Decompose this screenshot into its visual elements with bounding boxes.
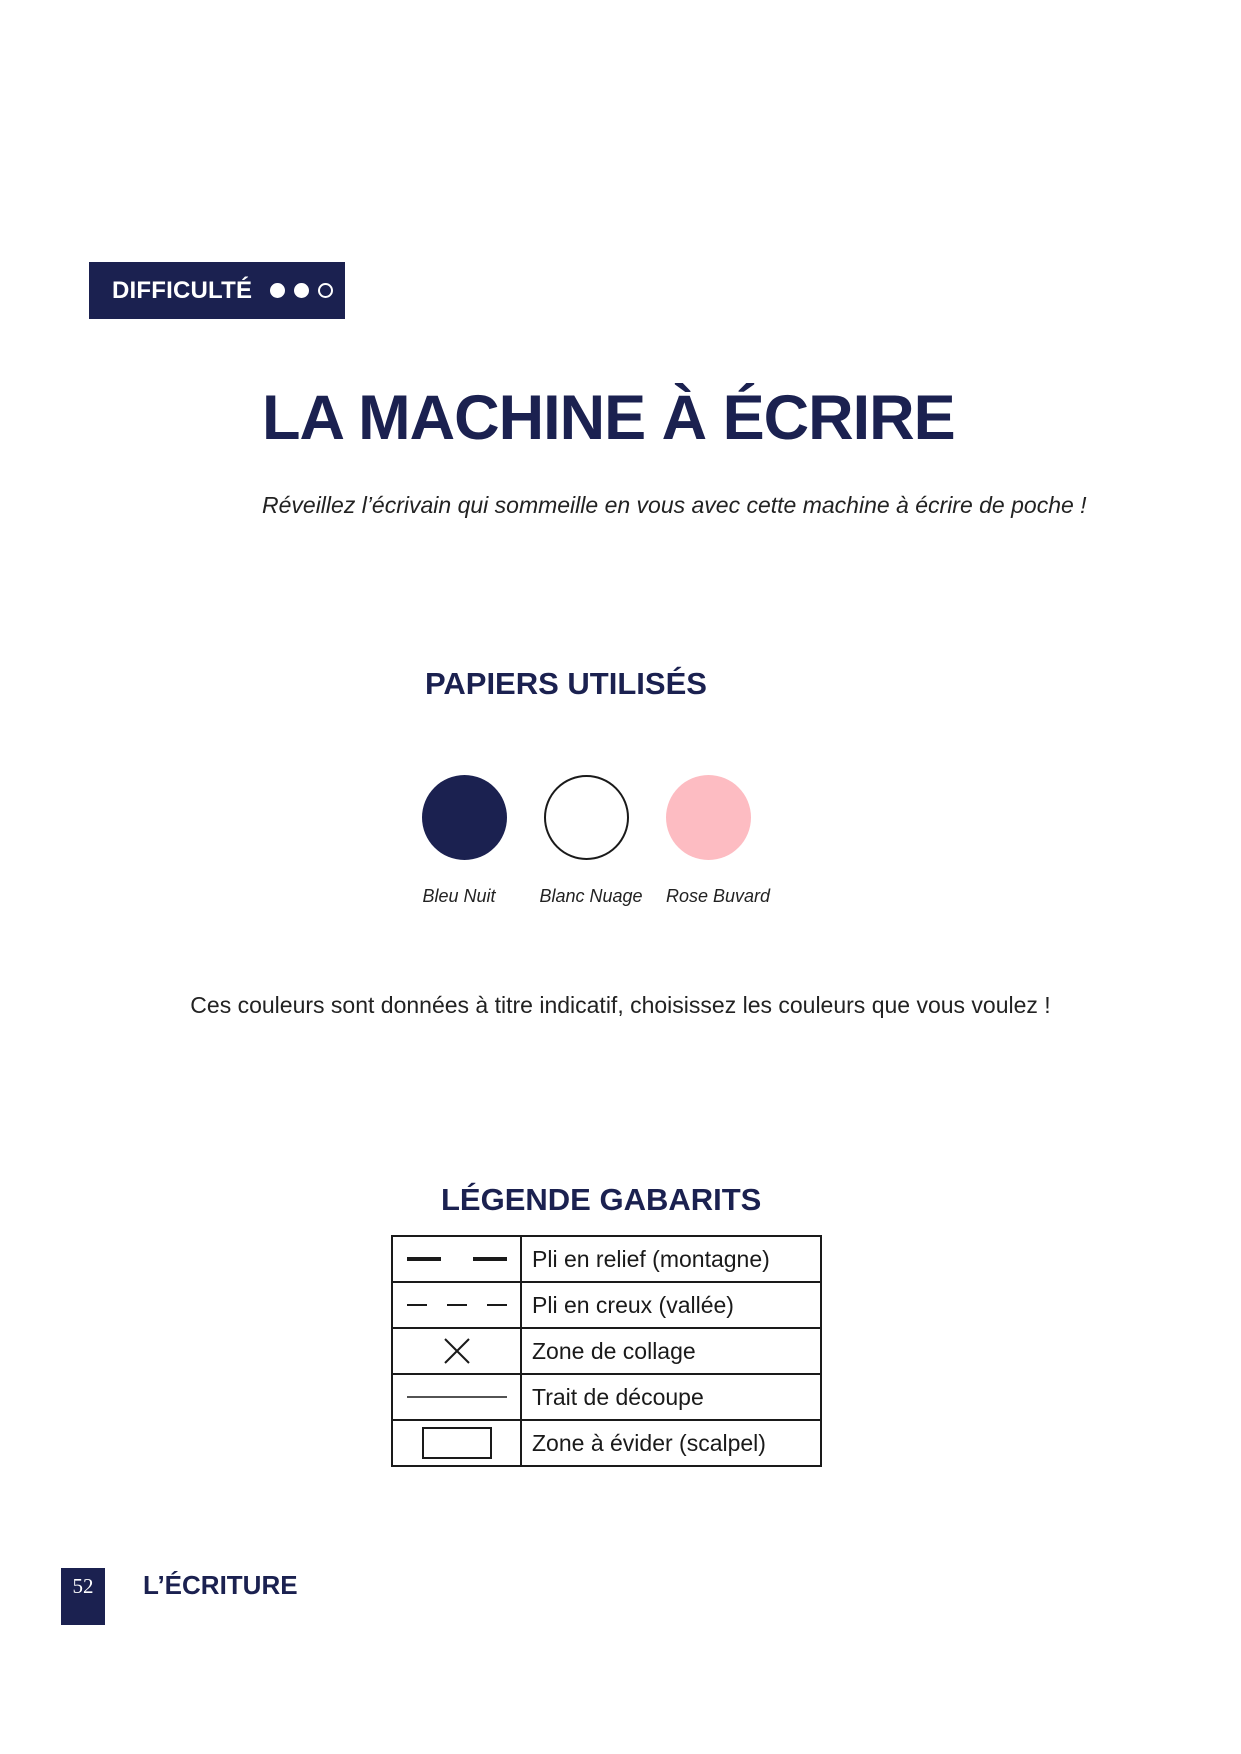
papers-heading: PAPIERS UTILISÉS [425, 666, 707, 701]
cut-line-icon [405, 1394, 509, 1400]
mountain-fold-line-icon [405, 1254, 509, 1264]
legend-table [391, 1235, 822, 1467]
legend-row [392, 1420, 821, 1466]
legend-symbol-cell [392, 1420, 521, 1466]
page-title: LA MACHINE À ÉCRIRE [262, 383, 955, 453]
legend-symbol-cell [392, 1282, 521, 1328]
legend-label: Zone à évider (scalpel) [521, 1420, 821, 1466]
paper-swatch-bleu-nuit [422, 775, 507, 860]
paper-swatch-blanc-nuage [544, 775, 629, 860]
paper-swatch-rose-buvard [666, 775, 751, 860]
paper-item-rose-buvard [618, 775, 798, 907]
glue-cross-icon [442, 1336, 472, 1366]
difficulty-badge [89, 262, 345, 319]
legend-heading: LÉGENDE GABARITS [441, 1182, 762, 1217]
legend-label: Trait de découpe [521, 1374, 821, 1420]
legend-symbol-cell [392, 1236, 521, 1282]
difficulty-dot-filled-icon [270, 283, 285, 298]
legend-label: Pli en relief (montagne) [521, 1236, 821, 1282]
legend-row [392, 1282, 821, 1328]
difficulty-dot-empty-icon [318, 283, 333, 298]
page-number: 52 [61, 1568, 105, 1625]
difficulty-dots [270, 283, 342, 298]
hollow-rectangle-icon [421, 1426, 493, 1460]
legend-label: Pli en creux (vallée) [521, 1282, 821, 1328]
paper-name: Rose Buvard [665, 886, 771, 906]
legend-row [392, 1328, 821, 1374]
legend-symbol-cell [392, 1328, 521, 1374]
legend-label: Zone de collage [521, 1328, 821, 1374]
color-note: Ces couleurs sont données à titre indicatif, choisissez les couleurs que vous voulez ! [190, 992, 1051, 1018]
page-subtitle: Réveillez l’écrivain qui sommeille en vous avec cette machine à écrire de poche ! [262, 492, 1087, 518]
paper-name: Bleu Nuit [422, 886, 496, 906]
legend-row [392, 1236, 821, 1282]
paper-name: Blanc Nuage [539, 886, 643, 906]
difficulty-label: DIFFICULTÉ [112, 276, 253, 304]
section-name: L’ÉCRITURE [143, 1570, 298, 1600]
legend-row [392, 1374, 821, 1420]
legend-symbol-cell [392, 1374, 521, 1420]
valley-fold-line-icon [405, 1300, 509, 1310]
difficulty-dot-filled-icon [294, 283, 309, 298]
